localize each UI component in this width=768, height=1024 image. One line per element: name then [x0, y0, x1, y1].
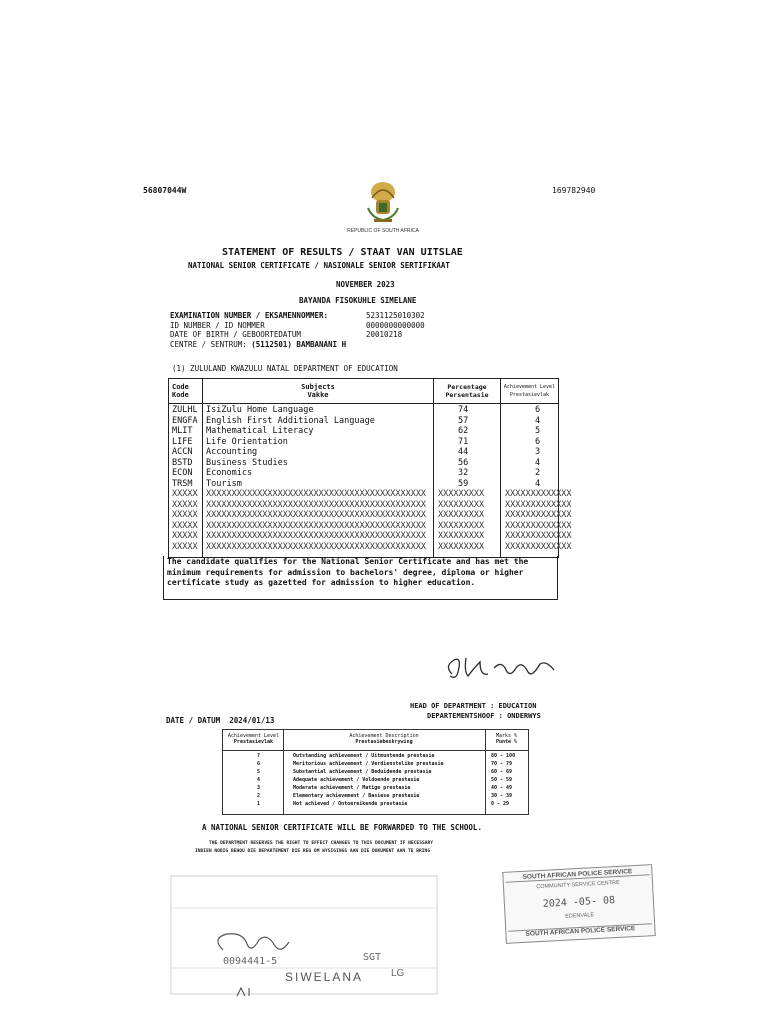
- legend-level: 2: [257, 793, 261, 799]
- legend-level: 6: [257, 761, 261, 767]
- legend-level: 7: [257, 753, 261, 759]
- legend-marks: 50 - 59: [491, 777, 513, 783]
- header-code-af: Kode: [172, 391, 189, 399]
- legend-header-description-en: Achievement Description: [349, 733, 419, 739]
- legend-row: [223, 753, 528, 760]
- legend-marks: 70 - 79: [491, 761, 513, 767]
- document-reference-code: 56807044W: [143, 186, 187, 195]
- legend-header-marks: [486, 733, 527, 745]
- legend-level: 5: [257, 769, 261, 775]
- field-label: DATE OF BIRTH / GEBOORTEDATUM: [170, 330, 301, 339]
- subject-row: [169, 458, 558, 469]
- filler-subject: XXXXXXXXXXXXXXXXXXXXXXXXXXXXXXXXXXXXXXXXXXX: [206, 499, 427, 510]
- legend-level: 1: [257, 801, 261, 807]
- subject-code: LIFE: [172, 436, 193, 447]
- subject-name: English First Additional Language: [206, 415, 375, 426]
- legend-row: [223, 761, 528, 768]
- legend-header-description: [284, 733, 484, 745]
- subject-name: Accounting: [206, 447, 258, 457]
- filler-level: XXXXXXXXXXXXX: [505, 499, 572, 510]
- subject-code: MLIT: [172, 426, 193, 436]
- education-department: (1) ZULULAND KWAZULU NATAL DEPARTMENT OF EDUCATION: [172, 364, 398, 373]
- emblem-caption: REPUBLIC OF SOUTH AFRICA: [347, 228, 419, 234]
- filler-level: XXXXXXXXXXXXX: [505, 489, 572, 499]
- police-service-stamp: [502, 864, 656, 944]
- subject-name: Economics: [206, 468, 253, 478]
- subject-row: [169, 447, 558, 458]
- field-value: 20010218: [366, 330, 403, 339]
- filler-code: XXXXX: [172, 489, 198, 499]
- filler-percentage: XXXXXXXXX: [438, 489, 485, 499]
- subject-code: ECON: [172, 468, 193, 478]
- header-subjects-en: Subjects: [301, 383, 335, 391]
- field-value: (5112501) BAMBANANI H: [251, 339, 347, 349]
- filler-code: XXXXX: [172, 520, 198, 531]
- filler-row: [169, 541, 572, 553]
- filler-row: [169, 531, 572, 542]
- header-percentage: [434, 383, 500, 399]
- document-subtitle: NATIONAL SENIOR CERTIFICATE / NASIONALE SENIOR SERTIFIKAAT: [188, 261, 450, 270]
- id-number-row: [170, 320, 425, 331]
- subject-percentage: 74: [458, 405, 469, 415]
- subject-code: ACCN: [172, 447, 193, 457]
- legend-header-level-en: Achievement Level: [227, 733, 280, 739]
- subject-name: Business Studies: [206, 457, 288, 468]
- filler-subject: XXXXXXXXXXXXXXXXXXXXXXXXXXXXXXXXXXXXXXXXXXX: [206, 510, 427, 520]
- subject-row: [169, 479, 558, 490]
- header-subjects-af: Vakke: [307, 391, 329, 399]
- filler-percentage: XXXXXXXXX: [438, 510, 485, 520]
- filler-code: XXXXX: [172, 541, 198, 552]
- filler-subject: XXXXXXXXXXXXXXXXXXXXXXXXXXXXXXXXXXXXXXXXXXX: [206, 531, 427, 541]
- filler-row: [169, 520, 572, 532]
- filler-subject: XXXXXXXXXXXXXXXXXXXXXXXXXXXXXXXXXXXXXXXXXXX: [206, 541, 427, 552]
- legend-header-description-af: Prestasiebeskrywing: [355, 739, 413, 745]
- filler-code: XXXXX: [172, 531, 198, 541]
- subject-row: [169, 426, 558, 437]
- legend-description: Moderate achievement / Matige prestasie: [293, 785, 411, 791]
- legend-marks: 0 - 29: [491, 801, 510, 807]
- legend-header-marks-en: Marks %: [495, 733, 518, 739]
- legend-row: [223, 785, 528, 792]
- field-value: 5231125010302: [366, 311, 425, 320]
- field-label: EXAMINATION NUMBER / EKSAMENNOMMER:: [170, 311, 329, 320]
- exam-number-row: [170, 311, 425, 321]
- legend-level: 3: [257, 785, 261, 791]
- legend-description: Substantial achievement / Beduidende prestasie: [293, 769, 432, 775]
- legend-description: Adequate achievement / Voldoende prestasie: [293, 777, 420, 783]
- signatory-block: [410, 701, 541, 721]
- legend-row: [223, 777, 528, 784]
- exam-session: NOVEMBER 2023: [336, 280, 395, 289]
- subject-row: [169, 405, 558, 416]
- certificate-forwarding-notice: A NATIONAL SENIOR CERTIFICATE WILL BE FORWARDED TO THE SCHOOL.: [202, 823, 482, 832]
- subject-level: 2: [535, 468, 541, 478]
- field-value: 0000000000000: [366, 320, 425, 330]
- header-level-af: Prestasievlak: [509, 392, 550, 398]
- header-code: [172, 383, 189, 399]
- coat-of-arms-icon: [362, 178, 404, 224]
- department-reservation-notice: [195, 840, 433, 856]
- subject-row: [169, 468, 558, 479]
- subject-percentage: 62: [458, 426, 469, 436]
- subject-percentage: 44: [458, 447, 469, 457]
- subject-percentage: 57: [458, 415, 469, 426]
- filler-percentage: XXXXXXXXX: [438, 541, 485, 552]
- date-of-birth-row: [170, 330, 403, 340]
- legend-header-level-af: Prestasievlak: [233, 739, 274, 745]
- subject-level: 4: [535, 457, 541, 468]
- header-percentage-af: Persentasie: [445, 391, 489, 399]
- subject-name: Tourism: [206, 478, 242, 489]
- subject-row: [169, 437, 558, 448]
- document-title: STATEMENT OF RESULTS / STAAT VAN UITSLAE: [222, 247, 463, 258]
- stamp-place: EDENVALE: [565, 912, 595, 920]
- legend-level: 4: [257, 777, 261, 783]
- filler-level: XXXXXXXXXXXXX: [505, 531, 572, 541]
- subject-code: TRSM: [172, 478, 193, 489]
- legend-row: [223, 769, 528, 776]
- filler-level: XXXXXXXXXXXXX: [505, 541, 572, 552]
- filler-level: XXXXXXXXXXXXX: [505, 520, 572, 531]
- filler-percentage: XXXXXXXXX: [438, 520, 485, 531]
- legend-description: Meritorious achievement / Verdienstelike prestasie: [293, 761, 444, 767]
- subject-percentage: 71: [458, 436, 469, 447]
- head-of-department-en: HEAD OF DEPARTMENT : EDUCATION: [410, 702, 537, 710]
- subject-name: Mathematical Literacy: [206, 426, 314, 436]
- stamp-centre: COMMUNITY SERVICE CENTRE: [536, 879, 620, 891]
- certifier-number: 0094441-5: [223, 956, 278, 967]
- subject-level: 6: [535, 405, 541, 415]
- filler-percentage: XXXXXXXXX: [438, 531, 485, 541]
- subject-level: 3: [535, 447, 541, 457]
- subject-code: BSTD: [172, 457, 193, 468]
- legend-description: Elementary achievement / Basiese prestasie: [293, 793, 420, 799]
- head-of-department-signature: [436, 650, 566, 688]
- certifier-rank: SGT: [363, 952, 382, 963]
- filler-level: XXXXXXXXXXXXX: [505, 510, 572, 520]
- header-code-en: Code: [172, 383, 189, 391]
- certification-stamp: [163, 868, 445, 1002]
- certifier-initials: LG: [391, 968, 405, 979]
- subject-percentage: 56: [458, 457, 469, 468]
- legend-header-level: [225, 733, 282, 745]
- field-label: CENTRE / SENTRUM:: [170, 339, 247, 349]
- legend-description: Not achieved / Ontoereikende prestasie: [293, 801, 408, 807]
- legend-marks: 30 - 39: [491, 793, 513, 799]
- header-level-en: Achievement Level: [503, 384, 556, 390]
- stamp-date: 2024 -05- 08: [542, 895, 616, 910]
- subject-percentage: 59: [458, 478, 469, 489]
- qualification-statement: The candidate qualifies for the National Senior Certificate and has met the minimum requirements for admission to bachelors' degree, diploma or higher certificate study as gazetted for admission to higher education.: [163, 556, 558, 600]
- candidate-name: BAYANDA FISOKUHLE SIMELANE: [299, 296, 417, 305]
- subject-percentage: 32: [458, 468, 469, 478]
- filler-percentage: XXXXXXXXX: [438, 499, 485, 510]
- legend-description: Outstanding achievement / Uitmuntende prestasie: [293, 753, 435, 759]
- filler-row: [169, 499, 572, 511]
- filler-row: [169, 510, 572, 521]
- filler-subject: XXXXXXXXXXXXXXXXXXXXXXXXXXXXXXXXXXXXXXXXXXX: [206, 489, 427, 499]
- legend-header-marks-af: Punte %: [495, 739, 518, 745]
- subject-row: [169, 416, 558, 427]
- filler-subject: XXXXXXXXXXXXXXXXXXXXXXXXXXXXXXXXXXXXXXXXXXX: [206, 520, 427, 531]
- filler-row: [169, 489, 572, 500]
- document-serial-number: 169782940: [552, 186, 596, 195]
- subject-name: Life Orientation: [206, 436, 288, 447]
- field-label: ID NUMBER / ID NOMMER: [170, 320, 265, 330]
- legend-marks: 80 - 100: [491, 753, 516, 759]
- issue-date: DATE / DATUM 2024/01/13: [166, 716, 275, 725]
- subject-code: ZULHL: [172, 405, 198, 415]
- subject-level: 4: [535, 478, 541, 489]
- filler-code: XXXXX: [172, 510, 198, 520]
- reservation-notice-en: THE DEPARTMENT RESERVES THE RIGHT TO EFFECT CHANGES TO THIS DOCUMENT IF NECESSARY: [209, 841, 434, 846]
- subject-name: IsiZulu Home Language: [206, 405, 314, 415]
- header-achievement-level: [501, 383, 558, 399]
- legend-row: [223, 793, 528, 800]
- results-table: [168, 378, 572, 558]
- legend-marks: 40 - 49: [491, 785, 513, 791]
- reservation-notice-af: INDIEN NODIG BEHOU DIE DEPARTEMENT DIE REG OM WYSIGINGS AAN DIE DOKUMENT AAN TE BRING: [195, 849, 431, 854]
- certifier-name: SIWELANA: [285, 970, 364, 984]
- header-subjects: [203, 383, 433, 399]
- centre-row: [170, 340, 346, 350]
- subject-level: 4: [535, 415, 541, 426]
- subject-code: ENGFA: [172, 415, 198, 426]
- candidate-details: [170, 311, 425, 349]
- header-percentage-en: Percentage: [447, 383, 487, 391]
- legend-row: [223, 801, 528, 808]
- stamp-header: SOUTH AFRICAN POLICE SERVICE: [505, 867, 649, 883]
- achievement-legend-table: [222, 729, 529, 815]
- subject-level: 6: [535, 436, 541, 447]
- subject-level: 5: [535, 426, 541, 436]
- legend-marks: 60 - 69: [491, 769, 513, 775]
- stamp-footer: SOUTH AFRICAN POLICE SERVICE: [508, 923, 652, 939]
- filler-code: XXXXX: [172, 499, 198, 510]
- head-of-department-af: DEPARTEMENTSHOOF : ONDERWYS: [427, 712, 541, 720]
